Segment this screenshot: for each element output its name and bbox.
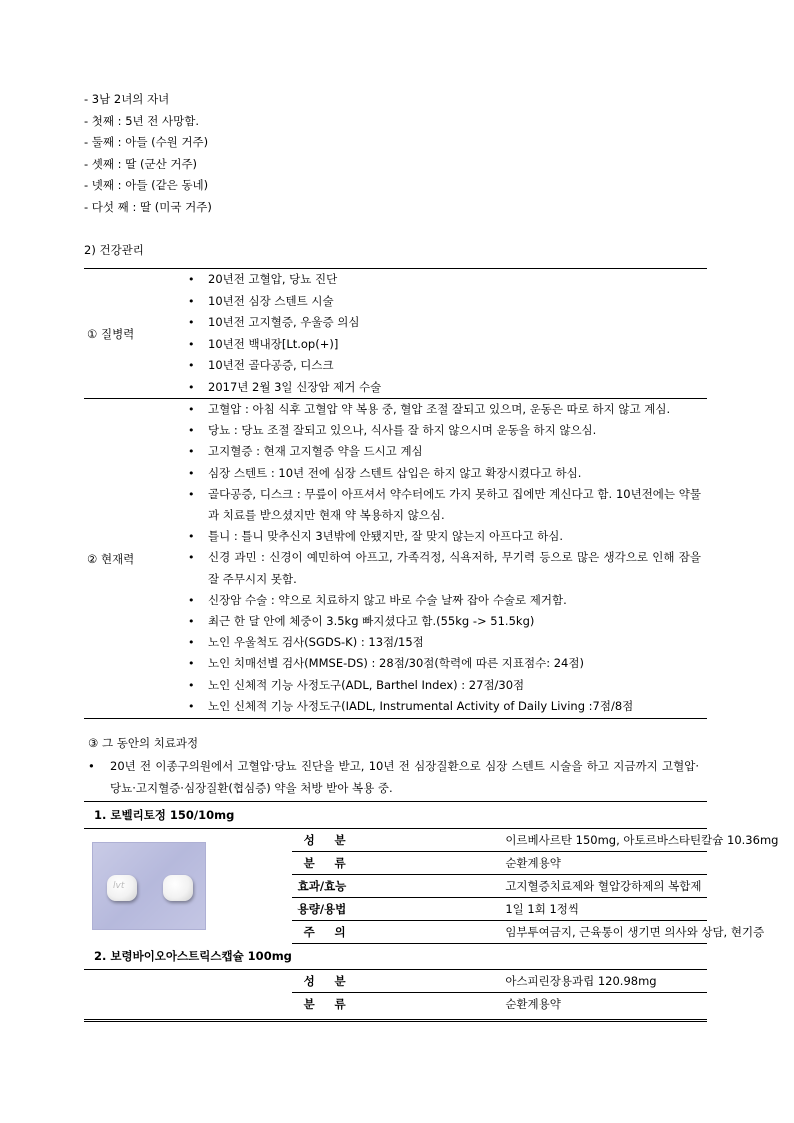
history-label-cell	[84, 269, 182, 399]
drug2-header-row	[84, 943, 707, 970]
family-list	[84, 89, 212, 218]
drug1-value: 이르베사르탄 150mg, 아토르바스타틴칼슘 10.36mg	[499, 829, 707, 852]
current-item: • 골다공증, 디스크 : 무릎이 아프셔서 약수터에도 가지 못하고 집에만 계신다고 함. 10년전에는 약물과 치료를 받으셨지만 현재 약 복용하지 않으심.	[182, 484, 701, 526]
current-item: • 심장 스텐트 : 10년 전에 심장 스텐트 삽입은 하지 않고 확장시켰다고 하심.	[182, 463, 701, 484]
pill-icon	[107, 875, 137, 901]
drug1-header-row	[84, 802, 707, 829]
bottom-double-rule	[84, 1019, 707, 1022]
current-item: • 노인 우울척도 검사(SGDS-K) : 13점/15점	[182, 632, 701, 653]
health-table	[84, 268, 707, 719]
drug2-key-text	[304, 996, 346, 1012]
history-item: • 10년전 골다공증, 디스크	[182, 355, 707, 377]
health-heading: 2) 건강관리	[84, 243, 144, 257]
key-char: 분	[334, 974, 346, 988]
family-item: - 셋째 : 딸 (군산 거주)	[84, 156, 198, 171]
history-label: ① 질병력	[87, 326, 135, 341]
drug1-value: 순환계용약	[499, 852, 707, 875]
family-item: - 둘째 : 아들 (수원 거주)	[84, 135, 209, 149]
key-char: 의	[334, 925, 346, 939]
current-item: • 노인 신체적 기능 사정도구(ADL, Barthel Index) : 27점/30점	[182, 675, 701, 696]
drug1-key-text	[304, 855, 346, 871]
treatment-title: ③ 그 동안의 치료과정	[88, 736, 199, 750]
current-item: • 노인 신체적 기능 사정도구(IADL, Instrumental Activity of Daily Living :7점/8점	[182, 696, 701, 717]
drug2-key	[292, 993, 500, 1016]
current-item: • 틀니 : 틀니 맞추신지 3년밖에 안됐지만, 잘 맞지 않는지 아프다고 하심.	[182, 526, 701, 547]
drug2-table	[84, 943, 707, 1015]
drug1-table	[84, 801, 779, 944]
key-char: 성	[303, 974, 315, 988]
drug2-key-text	[304, 973, 346, 989]
current-row	[84, 399, 707, 719]
drug1-image-cell	[84, 829, 292, 944]
drug1-key	[292, 852, 500, 875]
family-item: - 3남 2녀의 자녀	[84, 92, 170, 106]
drug1-value: 고지혈증치료제와 혈압강하제의 복합제	[499, 875, 707, 898]
current-item: • 노인 치매선별 검사(MMSE-DS) : 28점/30점(학력에 따른 지표점수: 24점)	[182, 653, 701, 674]
drug2-value: 아스피린장용과립 120.98mg	[499, 970, 707, 993]
key-char: 주	[303, 925, 315, 939]
key-char: 성	[303, 833, 315, 847]
drug2-value: 순환계용약	[505, 997, 561, 1011]
current-item: • 당뇨 : 당뇨 조절 잘되고 있으나, 식사를 잘 하지 않으시며 운동을 하지 않으심.	[182, 420, 701, 441]
drug1-value: 1일 1회 1정씩	[499, 898, 707, 921]
current-list	[182, 399, 707, 718]
current-item: • 최근 한 달 안에 체중이 3.5kg 빠지셨다고 함.(55kg -> 51.5kg)	[182, 611, 701, 632]
drug1-key	[292, 921, 500, 944]
pill-image	[92, 842, 206, 930]
drug2-title: 2. 보령바이오아스트릭스캡슐 100mg	[84, 943, 707, 970]
drug2-row	[84, 970, 707, 993]
current-cell	[182, 399, 707, 719]
current-item: • 신경 과민 : 신경이 예민하여 아프고, 가족걱정, 식욕저하, 무기력 등으로 많은 생각으로 인해 잠을 잘 주무시지 못함.	[182, 547, 701, 589]
key-char: 류	[334, 856, 346, 870]
drug1-key: 용량/용법	[292, 898, 500, 921]
history-list	[182, 269, 707, 398]
current-item: • 신장암 수술 : 약으로 치료하지 않고 바로 수술 날짜 잡아 수술로 제거함.	[182, 590, 701, 611]
key-char: 분	[334, 833, 346, 847]
drug1-key: 효과/효능	[292, 875, 500, 898]
pill-icon	[163, 875, 193, 901]
drug1-key	[292, 829, 500, 852]
treatment-body: • 20년 전 이종구의원에서 고혈압·당뇨 진단을 받고, 10년 전 심장질환으로 심장 스텐트 시술을 하고 지금까지 고혈압·당뇨·고지혈증·심장질환(협심증) 약을 처방 받아 복용 중.	[84, 755, 699, 799]
key-char: 분	[303, 997, 315, 1011]
key-char: 분	[303, 856, 315, 870]
current-item: • 고지혈증 : 현재 고지혈증 약을 드시고 계심	[182, 441, 701, 462]
history-cell	[182, 269, 707, 399]
history-item: • 10년전 심장 스텐트 시술	[182, 291, 707, 313]
family-item: - 첫째 : 5년 전 사망함.	[84, 113, 200, 128]
current-item: • 고혈압 : 아침 식후 고혈압 약 복용 중, 혈압 조절 잘되고 있으며, 운동은 따로 하지 않고 계심.	[182, 399, 701, 420]
drug1-title: 1. 로벨리토정 150/10mg	[84, 802, 707, 829]
drug2-image-cell	[84, 970, 292, 1016]
history-item: • 10년전 백내장[Lt.op(+)]	[182, 334, 707, 356]
history-item: • 20년전 고혈압, 당뇨 진단	[182, 269, 707, 291]
history-item: • 10년전 고지혈증, 우울증 의심	[182, 312, 707, 334]
drug1-value: 임부투여금지, 근육통이 생기면 의사와 상담, 현기증	[499, 921, 707, 944]
history-row	[84, 269, 707, 399]
drug1-row	[84, 829, 707, 852]
drug1-key-text	[304, 832, 346, 848]
history-item: • 2017년 2월 3일 신장암 제거 수술	[182, 377, 707, 399]
drug1-key-text	[304, 924, 346, 940]
family-item: - 넷째 : 아들 (같은 동네)	[84, 178, 209, 192]
key-char: 류	[334, 997, 346, 1011]
current-label: ② 현재력	[87, 551, 135, 566]
drug2-key	[292, 970, 500, 993]
current-label-cell	[84, 399, 182, 719]
family-item: - 다섯 째 : 딸 (미국 거주)	[84, 199, 212, 214]
